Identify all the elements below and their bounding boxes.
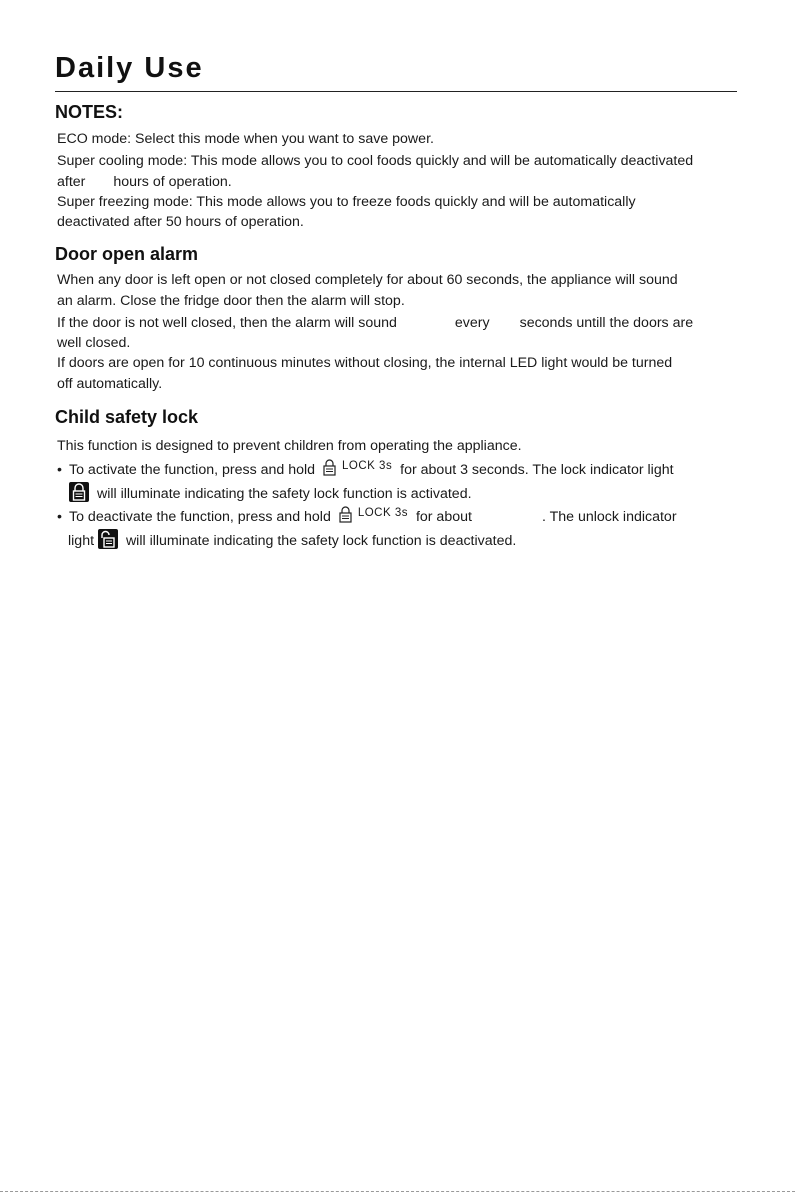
child-lock-text: for about 3 seconds. The lock indicator light bbox=[400, 462, 674, 478]
notes-heading: NOTES: bbox=[55, 102, 124, 122]
bullet-dot: • bbox=[57, 462, 62, 478]
door-alarm-text: seconds untill the doors are bbox=[519, 315, 694, 331]
unlock-indicator-icon bbox=[98, 529, 118, 549]
child-lock-line: This function is designed to prevent children from operating the appliance. bbox=[57, 438, 522, 454]
notes-line: ECO mode: Select this mode when you want to save power. bbox=[57, 131, 434, 147]
notes-line bbox=[57, 172, 232, 192]
child-lock-bullet-activate bbox=[57, 459, 674, 482]
door-alarm-line: If doors are open for 10 continuous minutes without closing, the internal LED light would be turned bbox=[57, 355, 673, 371]
bullet-dot: • bbox=[57, 509, 62, 525]
notes-line: Super freezing mode: This mode allows you to freeze foods quickly and will be automatically bbox=[57, 194, 636, 210]
child-lock-text: . The unlock indicator bbox=[541, 509, 677, 525]
lock-icon bbox=[323, 459, 336, 482]
lock-key-label: LOCK 3s bbox=[357, 507, 408, 519]
child-lock-text: will illuminate indicating the safety lock function is activated. bbox=[96, 486, 472, 502]
child-lock-heading: Child safety lock bbox=[55, 407, 199, 427]
door-alarm-text: If the door is not well closed, then the alarm will sound bbox=[57, 315, 397, 331]
lock-key-symbol bbox=[323, 459, 392, 482]
door-alarm-heading: Door open alarm bbox=[55, 244, 199, 264]
notes-text: after bbox=[57, 174, 86, 190]
child-lock-text: for about bbox=[415, 509, 472, 525]
child-lock-text: To activate the function, press and hold bbox=[69, 462, 316, 478]
door-alarm-line: an alarm. Close the fridge door then the alarm will stop. bbox=[57, 293, 405, 309]
door-alarm-line: well closed. bbox=[57, 335, 131, 351]
page-title: Daily Use bbox=[55, 52, 204, 84]
child-lock-text: To deactivate the function, press and hold bbox=[69, 509, 331, 525]
child-lock-text: will illuminate indicating the safety lock function is deactivated. bbox=[125, 533, 517, 549]
child-lock-text: light bbox=[68, 533, 95, 549]
child-lock-line bbox=[68, 529, 516, 551]
door-alarm-text: every bbox=[454, 315, 490, 331]
notes-text: hours of operation. bbox=[113, 174, 232, 190]
lock-icon bbox=[339, 506, 352, 529]
lock-key-symbol bbox=[339, 506, 408, 529]
door-alarm-line bbox=[57, 313, 693, 333]
title-rule bbox=[55, 91, 737, 92]
notes-line: Super cooling mode: This mode allows you to cool foods quickly and will be automatically deactivated bbox=[57, 153, 694, 169]
lock-key-label: LOCK 3s bbox=[342, 460, 393, 472]
child-lock-line bbox=[69, 482, 472, 504]
door-alarm-line: off automatically. bbox=[57, 376, 163, 392]
lock-indicator-icon bbox=[69, 482, 89, 502]
child-lock-bullet-deactivate bbox=[57, 506, 677, 529]
door-alarm-line: When any door is left open or not closed completely for about 60 seconds, the appliance will sound bbox=[57, 272, 678, 288]
notes-line: deactivated after 50 hours of operation. bbox=[57, 214, 304, 230]
